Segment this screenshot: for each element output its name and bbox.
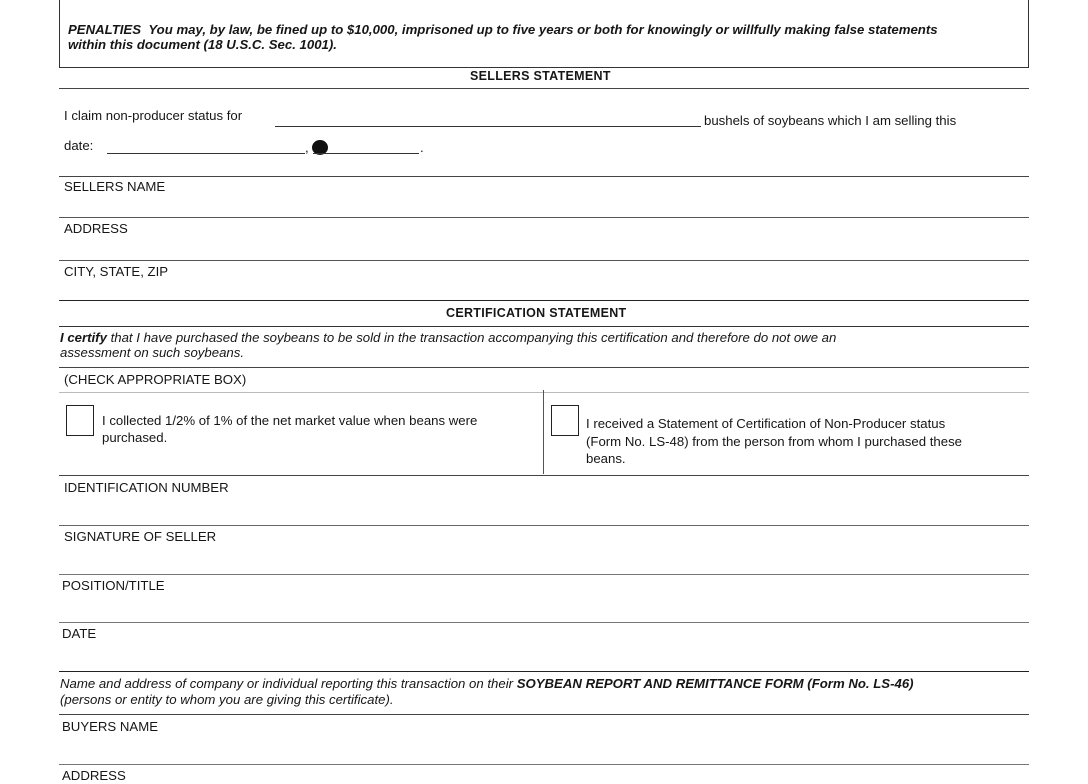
buyer-address-label: ADDRESS bbox=[62, 768, 126, 783]
position-title-label: POSITION/TITLE bbox=[62, 578, 165, 593]
option-2-line-3: beans. bbox=[586, 451, 626, 466]
certification-top-rule bbox=[59, 300, 1029, 301]
certify-lead: I certify bbox=[60, 330, 107, 345]
rule bbox=[59, 260, 1029, 261]
check-instruction: (CHECK APPROPRIATE BOX) bbox=[64, 372, 247, 387]
rule bbox=[59, 574, 1029, 575]
date-comma: , bbox=[305, 140, 309, 155]
options-divider bbox=[543, 390, 544, 474]
bushels-input[interactable] bbox=[275, 126, 701, 127]
buyers-name-label: BUYERS NAME bbox=[62, 719, 158, 734]
certify-text: that I have purchased the soybeans to be sold in the transaction accompanying this certification and therefore do not owe an bbox=[106, 330, 837, 345]
option-2-line-2: (Form No. LS-48) from the person from whom I purchased these bbox=[586, 434, 962, 449]
buyer-intro-form-name: SOYBEAN REPORT AND REMITTANCE FORM (Form No. LS-46) bbox=[516, 676, 914, 691]
rule bbox=[59, 475, 1029, 476]
option-1-line-1: I collected 1/2% of 1% of the net market value when beans were bbox=[102, 413, 478, 428]
rule bbox=[59, 525, 1029, 526]
rule bbox=[59, 217, 1029, 218]
date-year-input[interactable] bbox=[313, 153, 419, 154]
rule bbox=[59, 176, 1029, 177]
buyer-top-rule bbox=[59, 671, 1029, 672]
certify-line-2: assessment on such soybeans. bbox=[60, 345, 244, 360]
signature-of-seller-label: SIGNATURE OF SELLER bbox=[64, 529, 217, 544]
date-label: date: bbox=[64, 138, 94, 153]
certification-title-rule bbox=[59, 326, 1029, 327]
seller-address-label: ADDRESS bbox=[64, 221, 128, 236]
option-2-line-1: I received a Statement of Certification of Non-Producer status bbox=[586, 416, 946, 431]
buyer-intro-line-2: (persons or entity to whom you are giving this certificate). bbox=[60, 692, 394, 707]
rule bbox=[59, 367, 1029, 368]
rule bbox=[59, 714, 1029, 715]
buyer-intro-line-1 bbox=[60, 676, 914, 692]
penalties-line-2: within this document (18 U.S.C. Sec. 1001). bbox=[68, 37, 337, 52]
penalties-text: You may, by law, be fined up to $10,000, imprisoned up to five years or both for knowingly or willfully making false statements bbox=[148, 22, 938, 37]
penalties-label: PENALTIES bbox=[68, 22, 142, 37]
buyer-intro-text: Name and address of company or individual reporting this transaction on their bbox=[60, 676, 517, 691]
rule bbox=[59, 622, 1029, 623]
certify-line-1 bbox=[60, 330, 836, 346]
sellers-name-label: SELLERS NAME bbox=[64, 179, 166, 194]
date-label-cert: DATE bbox=[62, 626, 97, 641]
rule bbox=[59, 392, 1029, 393]
claim-prefix: I claim non-producer status for bbox=[64, 108, 243, 123]
collected-assessment-checkbox[interactable] bbox=[66, 405, 94, 436]
sellers-title-rule bbox=[59, 88, 1029, 89]
identification-number-label: IDENTIFICATION NUMBER bbox=[64, 480, 229, 495]
option-1-line-2: purchased. bbox=[102, 430, 168, 445]
certification-statement-title: CERTIFICATION STATEMENT bbox=[446, 306, 627, 320]
city-state-zip-label: CITY, STATE, ZIP bbox=[64, 264, 169, 279]
date-month-day-input[interactable] bbox=[107, 153, 305, 154]
rule bbox=[59, 764, 1029, 765]
date-period: . bbox=[420, 140, 424, 155]
sellers-statement-title: SELLERS STATEMENT bbox=[470, 69, 611, 83]
received-ls48-checkbox[interactable] bbox=[551, 405, 579, 436]
penalties-line-1 bbox=[68, 22, 938, 38]
claim-suffix: bushels of soybeans which I am selling this bbox=[704, 113, 957, 128]
